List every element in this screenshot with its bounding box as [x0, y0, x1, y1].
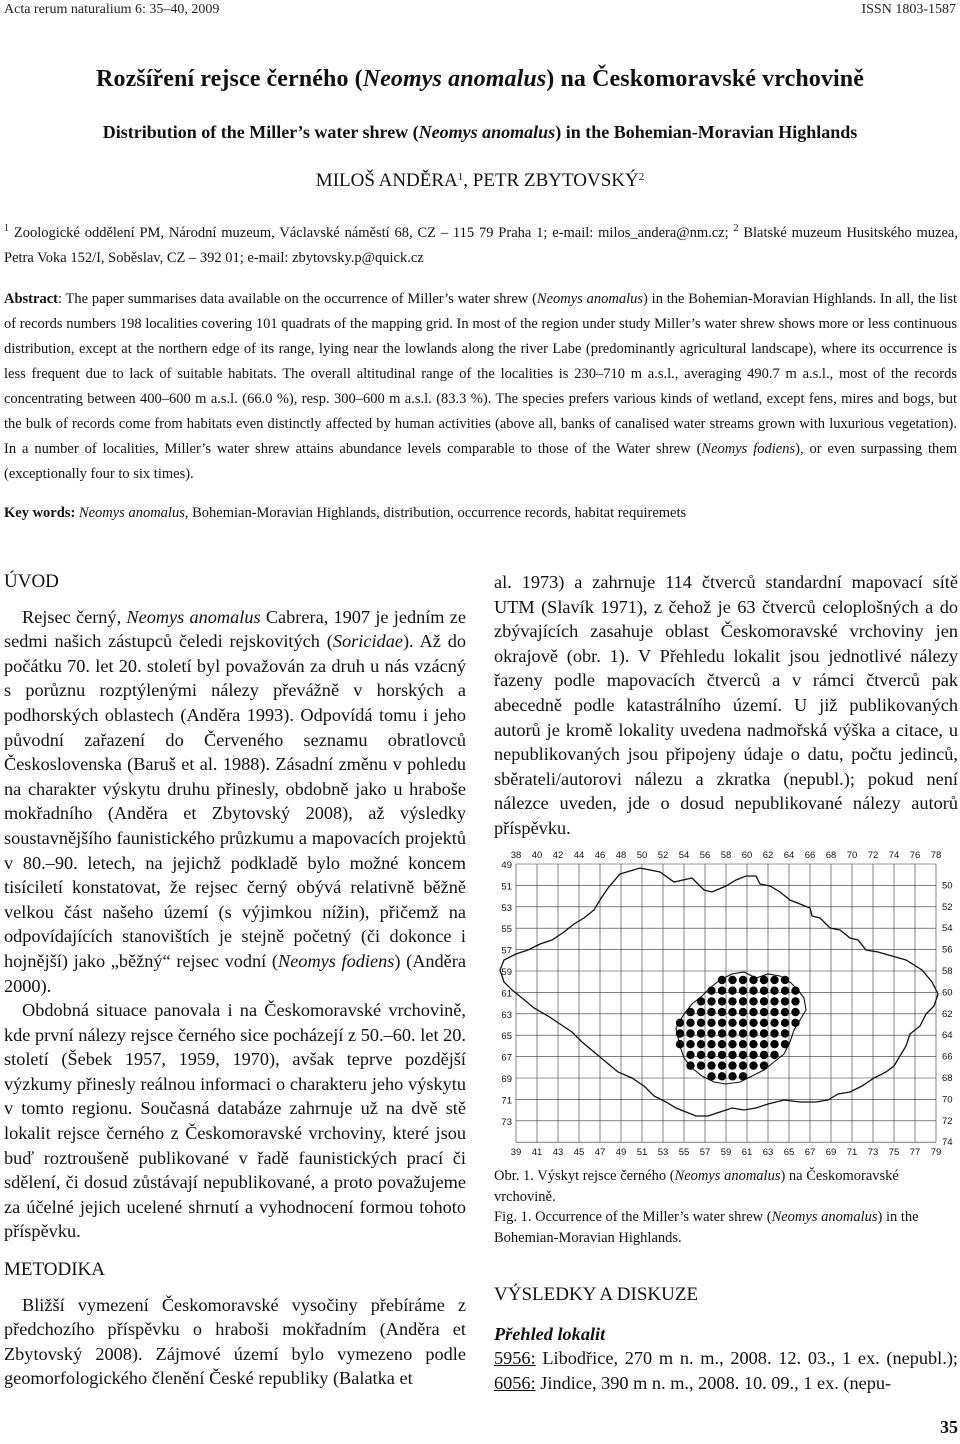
keywords: Key words: Neomys anomalus, Bohemian-Moravian Highlands, distribution, occurrence records, habitat requiremets: [4, 505, 687, 521]
map-top-label: 76: [909, 850, 921, 861]
uvod-paragraph-1: Rejsec černý, Neomys anomalus Cabrera, 1907 je jedním ze sedmi našich zástupců čeledi rejskovitých (Soricidae). Až do počátku 70. let 20. století byl považován za druh u nás vzácný s porůznu rozptýlenými nálezy převážně v horských a podhorských oblastech (Anděra 1993). Odpovídá tomu i jeho původní zařazení do Červeného seznamu obratlovců Československa (Baruš et al. 1988). Zásadní změnu v pohledu na charakter výskytu druhu přinesly, obdobně jako u hraboše mokřadního (Anděra et Zbytovský 2008), až výsledky soustavnějšího faunistického průzkumu a mapovacích projektů v 80.–90. letech, na jejichž podkladě bylo možné koncem tisíciletí konstatovat, že rejsec černý obývá relativně běžně velkou část našeho území (s výjimkou nížin), přičemž na odpovídajících stanovištích je stejně početný (či dokonce i hojnější) jako „běžný“ rejsec vodní (Neomys fodiens) (Anděra 2000).: [4, 606, 466, 996]
occurrence-dot: [760, 1008, 768, 1016]
occurrence-dot: [707, 1061, 715, 1069]
map-top-label: 74: [888, 850, 900, 861]
occurrence-dot: [697, 1040, 705, 1048]
occurrence-dot: [770, 1008, 778, 1016]
map-bottom-label: 79: [930, 1147, 942, 1159]
occurrence-dot: [749, 1008, 757, 1016]
map-left-label: 65: [501, 1031, 512, 1043]
occurrence-dot: [791, 987, 799, 995]
occurrence-dot: [718, 1008, 726, 1016]
map-bottom-label: 67: [804, 1147, 816, 1159]
map-right-label: 62: [942, 1008, 953, 1020]
map-bottom-label: 43: [552, 1147, 564, 1159]
map-right-label: 72: [942, 1115, 953, 1127]
map-bottom-label: 39: [510, 1147, 522, 1159]
map-top-label: 64: [783, 850, 795, 861]
occurrence-dot: [781, 1029, 789, 1037]
map-labels: [501, 850, 952, 1158]
distribution-map: [494, 846, 960, 1160]
occurrence-dot: [686, 1040, 694, 1048]
occurrence-dot: [707, 1029, 715, 1037]
map-top-label: 78: [930, 850, 942, 861]
occurrence-dot: [760, 1061, 768, 1069]
figure-caption-cz: Obr. 1. Výskyt rejsce černého (Neomys anomalus) na Českomoravské vrchovině.: [494, 1168, 899, 1205]
occurrence-dot: [718, 1019, 726, 1027]
occurrence-dot: [728, 1061, 736, 1069]
section-vysledky: [494, 1283, 958, 1395]
occurrence-dot: [676, 1019, 684, 1027]
map-bottom-label: 41: [531, 1147, 543, 1159]
occurrence-dot: [676, 1040, 684, 1048]
map-right-label: 74: [942, 1137, 953, 1149]
map-top-label: 54: [678, 850, 690, 861]
article-subtitle: Distribution of the Miller’s water shrew (Neomys anomalus) in the Bohemian-Moravian Highlands: [102, 122, 858, 142]
map-bottom-label: 63: [762, 1147, 774, 1159]
occurrence-dot: [728, 987, 736, 995]
right-column-text: [494, 570, 958, 841]
section-uvod: [4, 570, 466, 1244]
occurrence-dot: [718, 1061, 726, 1069]
quadrat-code: 6056:: [494, 1372, 536, 1393]
page-number: 35: [940, 1417, 958, 1437]
article-title: Rozšíření rejsce černého (Neomys anomalus) na Českomoravské vrchovině: [96, 66, 864, 92]
occurrence-dot: [718, 1051, 726, 1059]
occurrence-dot: [739, 1040, 747, 1048]
occurrence-dot: [791, 1008, 799, 1016]
metodika-heading: METODIKA: [4, 1259, 105, 1280]
occurrence-dot: [760, 1040, 768, 1048]
occurrence-dot: [781, 987, 789, 995]
vysledky-heading: VÝSLEDKY A DISKUZE: [494, 1284, 699, 1305]
map-bottom-label: 75: [888, 1147, 900, 1159]
occurrence-dot: [728, 1072, 736, 1080]
map-right-label: 56: [942, 944, 953, 956]
map-bottom-label: 77: [909, 1147, 921, 1159]
occurrence-dot: [770, 1051, 778, 1059]
occurrence-dot: [686, 1051, 694, 1059]
occurrence-dot: [791, 1019, 799, 1027]
map-top-label: 40: [531, 850, 543, 861]
occurrence-dot: [686, 1008, 694, 1016]
map-top-label: 52: [657, 850, 669, 861]
occurrence-dot: [760, 1029, 768, 1037]
occurrence-dot: [697, 1008, 705, 1016]
map-top-label: 72: [867, 850, 879, 861]
occurrence-dot: [781, 997, 789, 1005]
map-left-label: 49: [501, 860, 512, 871]
occurrence-dot: [749, 1029, 757, 1037]
map-bottom-label: 69: [825, 1147, 837, 1159]
map-left-label: 55: [501, 924, 512, 936]
map-bottom-label: 51: [636, 1147, 648, 1159]
occurrence-dot: [770, 976, 778, 984]
locality-list-heading: Přehled lokalit: [494, 1323, 606, 1344]
occurrence-dot: [739, 1029, 747, 1037]
map-right-label: 64: [942, 1030, 953, 1042]
occurrence-dot: [707, 1072, 715, 1080]
title-species: Neomys anomalus: [362, 66, 547, 92]
map-top-label: 66: [804, 850, 816, 861]
journal-header: Acta rerum naturalium 6: 35–40, 2009: [4, 2, 220, 17]
occurrence-dot: [728, 997, 736, 1005]
map-top-label: 38: [510, 850, 522, 861]
occurrence-dot: [749, 1019, 757, 1027]
occurrence-dot: [718, 976, 726, 984]
occurrence-dot: [749, 1040, 757, 1048]
occurrence-dot: [739, 1008, 747, 1016]
map-right-label: 66: [942, 1051, 953, 1063]
occurrence-dot: [707, 1051, 715, 1059]
occurrence-dot: [697, 1051, 705, 1059]
map-bottom-label: 53: [657, 1147, 669, 1159]
map-bottom-label: 49: [615, 1147, 627, 1159]
occurrence-dot: [718, 1040, 726, 1048]
occurrence-dots: [676, 976, 800, 1081]
map-bottom-label: 65: [783, 1147, 795, 1159]
map-left-label: 59: [501, 967, 512, 978]
map-right-label: 50: [942, 880, 953, 892]
occurrence-dot: [697, 1061, 705, 1069]
occurrence-dot: [686, 1029, 694, 1037]
map-top-label: 48: [615, 850, 627, 861]
subtitle-species: Neomys anomalus: [418, 122, 556, 142]
map-left-label: 69: [501, 1074, 512, 1085]
affiliations: $^1$ Zoologické oddělení PM, Národní muzeum, Václavské náměstí 68, CZ – 115 79 Praha 1; e-mail: milos_andera@nm.cz; $^2$ Blatské muzeum Husitského muzea, Petra Voka 152/I, Soběslav, CZ – 392 01; e-mail: zbytovsky.p@quick.cz: [4, 223, 958, 266]
occurrence-dot: [760, 976, 768, 984]
map-right-label: 68: [942, 1073, 953, 1084]
occurrence-dot: [728, 1019, 736, 1027]
occurrence-dot: [697, 1019, 705, 1027]
uvod-paragraph-2: Obdobná situace panovala i na Českomoravské vrchovině, kde první nálezy rejsce černého sice pocházejí z 50.–60. let 20. století (Šebek 1957, 1959, 1970), avšak teprve pozdější výzkumy přinesly reálnou informaci o charakteru jeho výskytu v tomto regionu. Současná databáze zahrnuje už na dvě stě lokalit rejsce černého z Českomoravské vrchoviny, které jsou buď roztroušeně publikované v řadě faunistických prací či sdělení, či dosud zůstávají nepublikované, a proto považujeme za účelné jejich ucelené shrnutí a vyhodnocení formou tohoto příspěvku.: [4, 1000, 466, 1242]
occurrence-dot: [770, 1019, 778, 1027]
map-left-label: 63: [501, 1009, 512, 1021]
occurrence-dot: [749, 1061, 757, 1069]
map-top-label: 56: [699, 850, 711, 861]
occurrence-dot: [718, 1072, 726, 1080]
occurrence-dot: [718, 987, 726, 995]
occurrence-dot: [707, 1008, 715, 1016]
abstract: Abstract: The paper summarises data available on the occurrence of Miller’s water shrew (Neomys anomalus) in the Bohemian-Moravian Highlands. In all, the list of records numbers 198 localities covering 101 quadrats of the mapping grid. In most of the region under study Miller’s water shrew shows more or less continuous distribution, except at the northern edge of its range, lying near the lowlands along the river Labe (predominantly agricultural landscape), where its occurrence is less frequent due to lack of suitable habitats. The overall altitudinal range of the localities is 230–710 m a.s.l., averaging 490.7 m a.s.l., most of the records concentrating between 400–600 m a.s.l. (66.0 %), resp. 300–600 m a.s.l. (83.3 %). The species prefers various kinds of wetland, except fens, mires and bogs, but the bulk of records come from habitats even distinctly affected by human activities (above all, banks of canalised water streams grown with luxurious vegetation). In a number of localities, Miller’s water shrew attains abundance levels comparable to those of the Water shrew (Neomys fodiens), or even surpassing them (exceptionally four to six times).: [4, 291, 958, 482]
occurrence-dot: [707, 1019, 715, 1027]
map-left-label: 67: [501, 1052, 512, 1064]
occurrence-dot: [728, 976, 736, 984]
occurrence-dot: [749, 987, 757, 995]
map-right-label: 60: [942, 987, 953, 999]
occurrence-dot: [697, 997, 705, 1005]
occurrence-dot: [749, 976, 757, 984]
locality-records: 5956: Libodřice, 270 m n. m., 2008. 12. 03., 1 ex. (nepubl.); 6056: Jindice, 390 m n. m., 2008. 10. 09., 1 ex. (nepu-: [494, 1348, 958, 1393]
occurrence-dot: [718, 997, 726, 1005]
occurrence-dot: [686, 1061, 694, 1069]
occurrence-dot: [739, 1051, 747, 1059]
occurrence-dot: [760, 987, 768, 995]
occurrence-dot: [728, 1051, 736, 1059]
map-top-label: 46: [594, 850, 606, 861]
map-left-label: 73: [501, 1116, 512, 1128]
map-bottom-label: 55: [678, 1147, 690, 1159]
map-bottom-label: 73: [867, 1147, 879, 1159]
occurrence-dot: [760, 997, 768, 1005]
map-top-label: 60: [741, 850, 753, 861]
map-bottom-label: 47: [594, 1147, 606, 1159]
occurrence-dot: [739, 987, 747, 995]
map-left-label: 71: [501, 1095, 512, 1107]
occurrence-dot: [770, 987, 778, 995]
map-top-label: 68: [825, 850, 837, 861]
occurrence-dot: [749, 997, 757, 1005]
occurrence-dot: [739, 1019, 747, 1027]
occurrence-dot: [781, 1008, 789, 1016]
occurrence-dot: [707, 987, 715, 995]
right-paragraph-1: al. 1973) a zahrnuje 114 čtverců standardní mapovací sítě UTM (Slavík 1971), z čehož je 63 čtverců celoplošných a do zbývajících zasahuje oblast Českomoravské vrchoviny jen okrajově (obr. 1). V Přehledu lokalit jsou jednotlivé nálezy řazeny podle mapovacích čtverců a v rámci čtverců pak abecedně podle katastrálního území. U již publikovaných autorů je kromě lokality uvedena nadmořská výška a citace, u nepublikovaných jsou připojeny údaje o datu, počtu jedinců, sběrateli/autorovi nálezu a zkratka (nepubl.); pokud není nálezce uveden, jde o dosud nepublikované nálezy autorů příspěvku.: [494, 572, 958, 838]
map-grid: [516, 864, 936, 1142]
map-top-label: 44: [573, 850, 585, 861]
map-right-label: 58: [942, 966, 953, 977]
map-top-label: 50: [636, 850, 648, 861]
map-top-label: 70: [846, 850, 858, 861]
section-metodika: [4, 1258, 466, 1391]
occurrence-dot: [770, 997, 778, 1005]
occurrence-dot: [749, 1051, 757, 1059]
map-bottom-label: 45: [573, 1147, 585, 1159]
occurrence-dot: [739, 1072, 747, 1080]
occurrence-dot: [781, 976, 789, 984]
map-bottom-label: 61: [741, 1147, 753, 1159]
occurrence-dot: [739, 997, 747, 1005]
occurrence-dot: [770, 1040, 778, 1048]
map-right-label: 70: [942, 1094, 953, 1106]
map-left-label: 57: [501, 945, 512, 957]
occurrence-dot: [728, 1029, 736, 1037]
uvod-heading: ÚVOD: [4, 571, 59, 592]
occurrence-dot: [728, 1040, 736, 1048]
map-bottom-label: 57: [699, 1147, 711, 1159]
occurrence-dot: [686, 1019, 694, 1027]
map-bottom-label: 59: [720, 1147, 732, 1159]
occurrence-dot: [707, 1040, 715, 1048]
occurrence-dot: [760, 1051, 768, 1059]
occurrence-dot: [718, 1029, 726, 1037]
map-top-label: 42: [552, 850, 564, 861]
map-left-label: 51: [501, 881, 512, 893]
quadrat-code: 5956:: [494, 1348, 536, 1369]
occurrence-dot: [739, 976, 747, 984]
map-left-label: 53: [501, 902, 512, 914]
map-left-label: 61: [501, 988, 512, 1000]
occurrence-dot: [676, 1029, 684, 1037]
map-right-label: 54: [942, 923, 953, 935]
occurrence-dot: [739, 1061, 747, 1069]
map-right-label: 52: [942, 901, 953, 913]
map-bottom-label: 71: [846, 1147, 858, 1159]
occurrence-dot: [728, 1008, 736, 1016]
occurrence-dot: [760, 1019, 768, 1027]
occurrence-dot: [781, 1019, 789, 1027]
authors: MILOŠ ANDĚRA$^1$, PETR ZBYTOVSKÝ$^2$: [315, 170, 645, 191]
map-top-label: 58: [720, 850, 732, 861]
occurrence-dot: [781, 1040, 789, 1048]
figure-caption-en: Fig. 1. Occurrence of the Miller’s water shrew (Neomys anomalus) in the Bohemian-Moravian Highlands.: [494, 1209, 919, 1246]
occurrence-dot: [707, 997, 715, 1005]
metodika-paragraph-1: Bližší vymezení Českomoravské vysočiny přebíráme z předchozího příspěvku o hraboši mokřadním (Anděra et Zbytovský 2008). Zájmové území bylo vymezeno podle geomorfologického členění České republiky (Balatka et: [4, 1294, 466, 1389]
issn: ISSN 1803-1587: [861, 2, 956, 17]
occurrence-dot: [697, 1029, 705, 1037]
occurrence-dot: [791, 997, 799, 1005]
map-top-label: 62: [762, 850, 774, 861]
occurrence-dot: [770, 1029, 778, 1037]
